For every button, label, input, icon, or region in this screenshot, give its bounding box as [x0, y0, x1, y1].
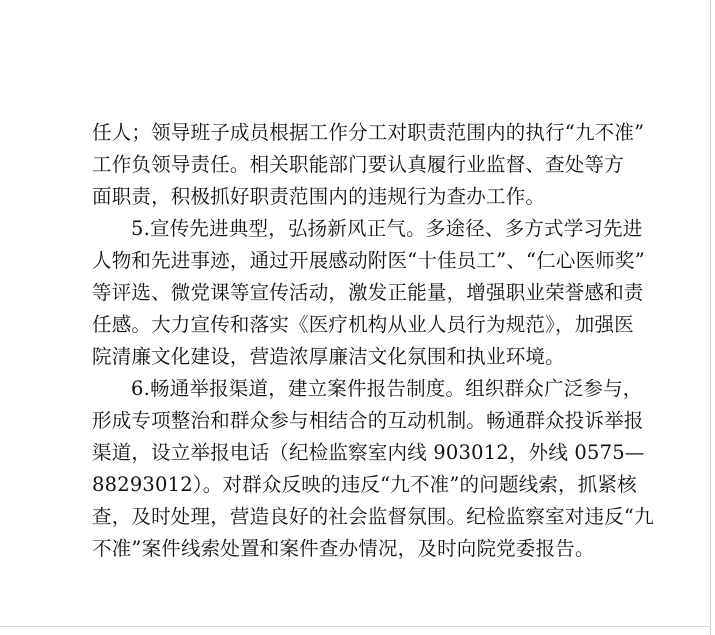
- text-line: 工作负领导责任。相关职能部门要认真履行业监督、查处等方: [92, 153, 624, 176]
- text-line: 不准”案件线索处置和案件查办情况，及时向院党委报告。: [92, 537, 595, 560]
- page-edge-right: [710, 0, 711, 635]
- text-line: 形成专项整治和群众参与相结合的互动机制。畅通群众投诉举报: [92, 409, 644, 432]
- text-line: 等评选、微党课等宣传活动，激发正能量，增强职业荣誉感和责: [92, 281, 644, 304]
- text-line: 任人；领导班子成员根据工作分工对职责范围内的执行“九不准”: [92, 121, 645, 144]
- text-line: 渠道，设立举报电话（纪检监察室内线 903012，外线 0575—: [92, 441, 645, 464]
- text-line: 面职责，积极抓好职责范围内的违规行为查办工作。: [92, 185, 546, 208]
- document-body: [92, 117, 654, 565]
- text-line: 5.宣传先进典型，弘扬新风正气。多途径、多方式学习先进: [131, 217, 643, 240]
- text-line: 院清廉文化建设，营造浓厚廉洁文化氛围和执业环境。: [92, 345, 565, 368]
- text-line: 88293012）。对群众反映的违反“九不准”的问题线索，抓紧核: [92, 473, 637, 496]
- page-edge-bottom: [0, 626, 711, 627]
- text-line: 人物和先进事迹，通过开展感动附医“十佳员工”、“仁心医师奖”: [92, 249, 645, 272]
- text-line: 任感。大力宣传和落实《医疗机构从业人员行为规范》，加强医: [92, 313, 634, 336]
- text-line: 查，及时处理，营造良好的社会监督氛围。纪检监察室对违反“九: [92, 505, 654, 528]
- text-line: 6.畅通举报渠道，建立案件报告制度。组织群众广泛参与，: [131, 377, 643, 400]
